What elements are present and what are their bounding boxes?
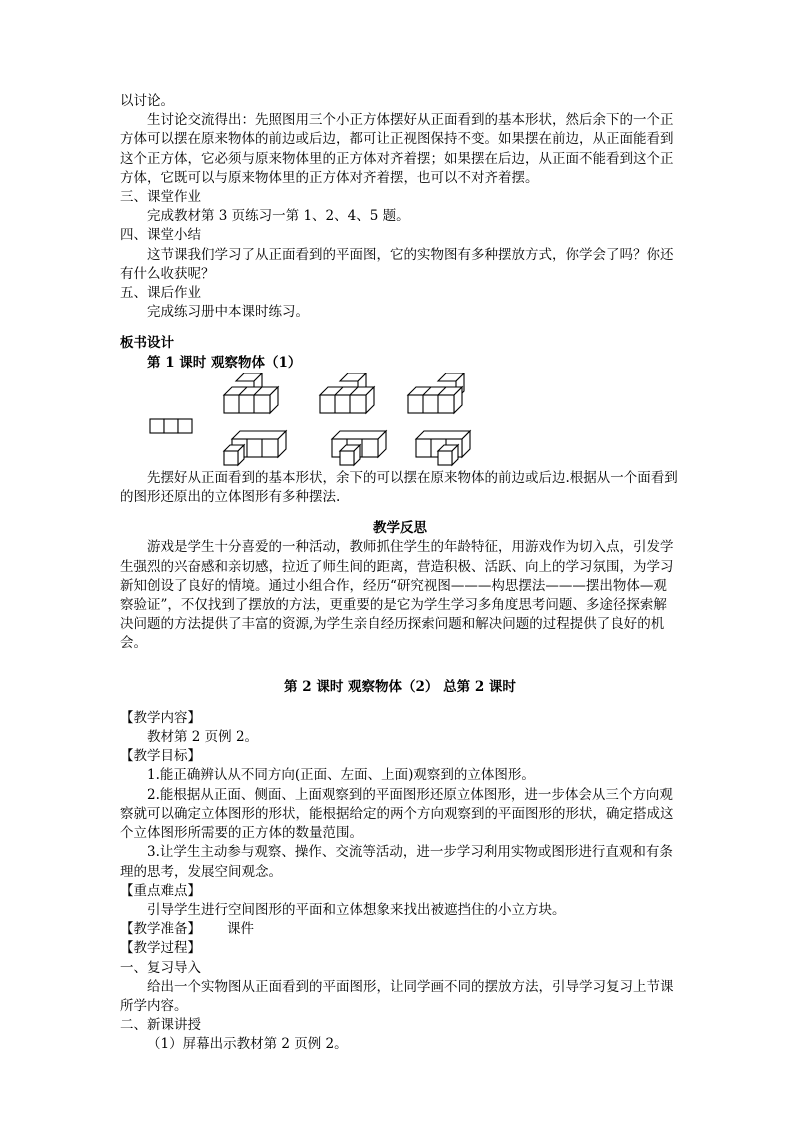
prep-line: [120, 920, 680, 939]
paragraph: 完成练习册中本课时练习。: [147, 304, 309, 321]
key-text: 引导学生进行空间图形的平面和立体想象来找出被遮挡住的小立方块。: [147, 901, 566, 918]
content-label: 【教学内容】: [120, 709, 201, 726]
goal-3: 3.让学生主动参与观察、操作、交流等活动，进一步学习利用实物或图形进行直观和有条理的思考，发展空间观念。: [120, 844, 673, 880]
front-view-squares: [150, 419, 192, 433]
paragraph: 这节课我们学习了从正面看到的平面图，它的实物图有多种摆放方式，你学会了吗？你还有什么收获呢？: [120, 246, 674, 282]
paragraph: 完成教材第 3 页练习一第 1、2、4、5 题。: [147, 208, 410, 225]
reflection-text: 游戏是学生十分喜爱的一种活动，教师抓住学生的年龄特征，用游戏作为切入点，引发学生强烈的兴奋感和亲切感，拉近了师生间的距离，营造积极、活跃、向上的学习氛围，为学习新知创设了良好的情境。通过小组合作，经历“研究视图———构思摆法———摆出物体—观察验证”，不仅找到了摆放的方法，更重要的是它为学生学习多角度思考问题、多途径探索解决问题的方法提供了丰富的资源,为学生亲自经历探索问题和解决问题的过程提供了良好的机会。: [120, 539, 674, 652]
goal-1: 1.能正确辨认从不同方向(正面、左面、上面)观察到的立体图形。: [147, 767, 535, 784]
section-heading: 四、课堂小结: [120, 227, 201, 244]
board-subtitle: 第 1 课时 观察物体（1）: [147, 354, 302, 371]
section-heading: 三、课堂作业: [120, 189, 201, 206]
cube-arrangement-figure: [120, 373, 680, 469]
cube-diagrams: [120, 373, 680, 469]
prep-text: 课件: [227, 921, 254, 938]
lesson2-title: 第 2 课时 观察物体（2） 总第 2 课时: [284, 678, 516, 695]
step-2-text: （1）屏幕出示教材第 2 页例 2。: [147, 1036, 348, 1053]
step-1-heading: 一、复习导入: [120, 959, 201, 976]
board-design-heading: 板书设计: [120, 335, 174, 352]
paragraph: 以讨论。: [120, 93, 174, 109]
document-page: [120, 92, 680, 1055]
cube-shape-bottom-2: [332, 431, 386, 465]
reflection-heading: 教学反思: [373, 520, 427, 537]
process-label: 【教学过程】: [120, 940, 201, 957]
paragraph: 生讨论交流得出：先照图用三个小正方体摆好从正面看到的基本形状，然后余下的一个正方体可以摆在原来物体的前边或后边，都可让正视图保持不变。如果摆在前边，从正面能看到这个正方体，它必须与原来物体里的正方体对齐着摆；如果摆在后边，从正面不能看到这个正方体，它既可以与原来物体里的正方体对齐着摆，也可以不对齐着摆。: [120, 112, 674, 186]
goals-label: 【教学目标】: [120, 748, 201, 765]
board-summary: 先摆好从正面看到的基本形状，余下的可以摆在原来物体的前边或后边.根据从一个面看到的图形还原出的立体图形有多种摆法.: [120, 469, 678, 506]
cube-shape-top-3: [408, 373, 464, 413]
prep-label: 【教学准备】: [120, 921, 201, 938]
step-1-text: 给出一个实物图从正面看到的平面图形，让同学画不同的摆放方法，引导学习复习上节课所学内容。: [120, 978, 674, 1014]
step-2-heading: 二、新课讲授: [120, 1017, 201, 1034]
goal-2: 2.能根据从正面、侧面、上面观察到的平面图形还原立体图形，进一步体会从三个方向观察就可以确定立体图形的形状，能根据给定的两个方向观察到的平面图形的形状，确定搭成这个立体图形所需要的正方体的数量范围。: [120, 786, 674, 842]
key-label: 【重点难点】: [120, 882, 201, 899]
cube-shape-bottom-1: [224, 431, 286, 465]
cube-shape-bottom-3: [416, 431, 470, 465]
cube-shape-top-2: [320, 373, 374, 413]
section-heading: 五、课后作业: [120, 285, 201, 302]
cube-shape-top-1: [224, 373, 278, 413]
content-text: 教材第 2 页例 2。: [147, 729, 259, 746]
